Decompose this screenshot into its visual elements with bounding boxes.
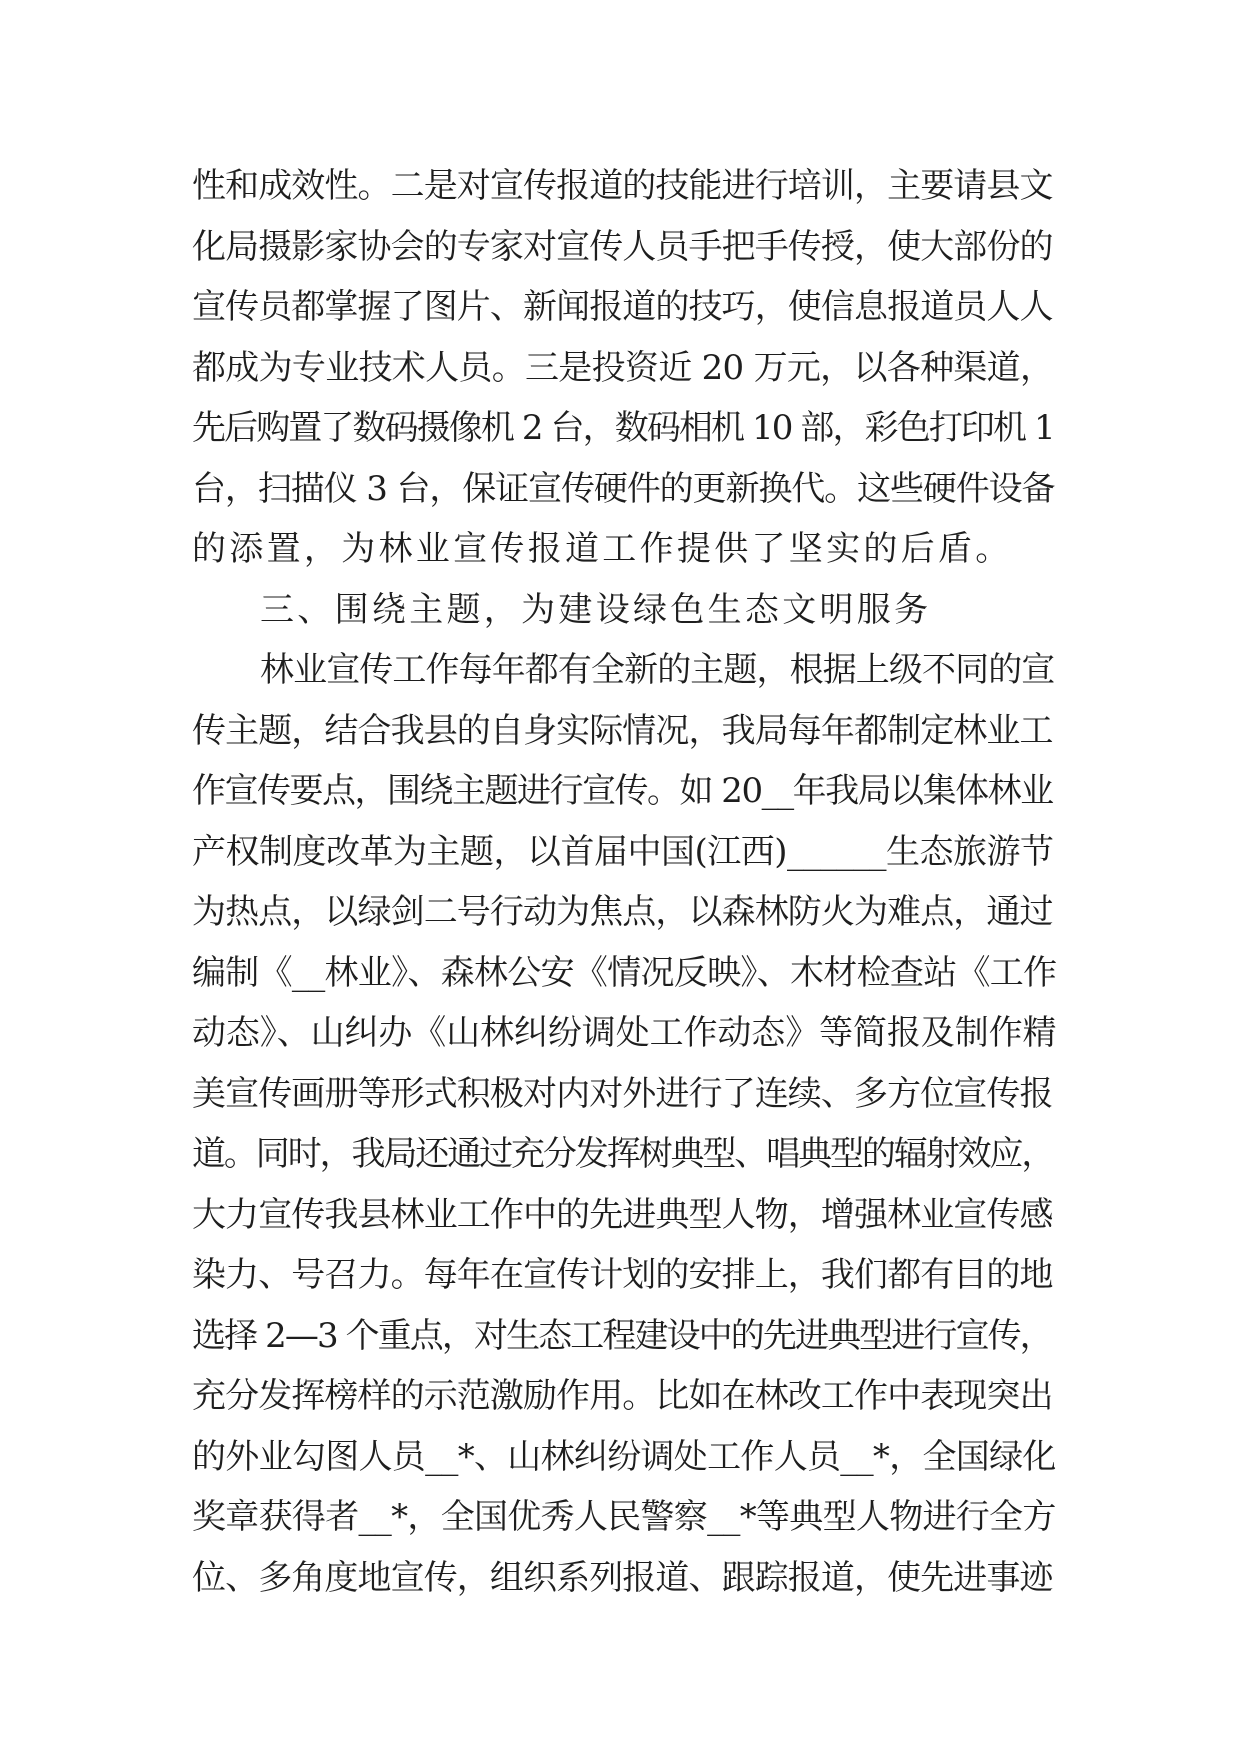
text-line: 为热点，以绿剑二号行动为焦点，以森林防火为难点，通过 xyxy=(192,892,1053,932)
body-text xyxy=(192,156,1057,1608)
text-line: 宣传员都掌握了图片、新闻报道的技巧，使信息报道员人人 xyxy=(192,287,1053,327)
text-line: 化局摄影家协会的专家对宣传人员手把手传授，使大部份的 xyxy=(192,226,1053,267)
text-line: 作宣传要点，围绕主题进行宣传。如 20__年我局以集体林业 xyxy=(192,771,1053,811)
text-line: 选择 2—3 个重点，对生态工程建设中的先进典型进行宣传， xyxy=(192,1315,1052,1356)
text-line: 充分发挥榜样的示范激励作用。比如在林改工作中表现突出 xyxy=(192,1376,1053,1416)
text-line: 的外业勾图人员__*、山林纠纷调处工作人员__*，全国绿化 xyxy=(192,1436,1056,1477)
text-line: 奖章获得者__*，全国优秀人民警察__*等典型人物进行全方 xyxy=(192,1497,1056,1537)
text-line: 都成为专业技术人员。三是投资近 20 万元，以各种渠道， xyxy=(192,347,1054,388)
text-line: 台，扫描仪 3 台，保证宣传硬件的更新换代。这些硬件设备 xyxy=(192,468,1055,509)
text-line: 美宣传画册等形式积极对内对外进行了连续、多方位宣传报 xyxy=(192,1073,1053,1114)
text-line: 位、多角度地宣传，组织系列报道、跟踪报道，使先进事迹 xyxy=(192,1557,1053,1598)
text-line: 染力、号召力。每年在宣传计划的安排上，我们都有目的地 xyxy=(192,1255,1053,1295)
text-line: 传主题，结合我县的自身实际情况，我局每年都制定林业工 xyxy=(192,710,1053,751)
text-line: 编制《__林业》、森林公安《情况反映》、木材检查站《工作 xyxy=(192,952,1057,993)
text-line: 先后购置了数码摄像机 2 台，数码相机 10 部，彩色打印机 1 xyxy=(192,408,1054,448)
text-line: 产权制度改革为主题，以首届中国(江西)______生态旅游节 xyxy=(192,831,1054,872)
text-line: 动态》、山纠办《山林纠纷调处工作动态》等简报及制作精 xyxy=(192,1013,1057,1053)
text-line: 性和成效性。二是对宣传报道的技能进行培训，主要请县文 xyxy=(192,166,1053,206)
text-line: 大力宣传我县林业工作中的先进典型人物，增强林业宣传感 xyxy=(192,1194,1053,1235)
paragraph-first-line: 林业宣传工作每年都有全新的主题，根据上级不同的宣 xyxy=(260,650,1055,690)
text-line: 的添置，为林业宣传报道工作提供了坚实的后盾。 xyxy=(192,529,1013,569)
text-line: 道。同时，我局还通过充分发挥树典型、唱典型的辐射效应， xyxy=(192,1134,1054,1174)
section-heading: 三、围绕主题，为建设绿色生态文明服务 xyxy=(260,589,932,630)
